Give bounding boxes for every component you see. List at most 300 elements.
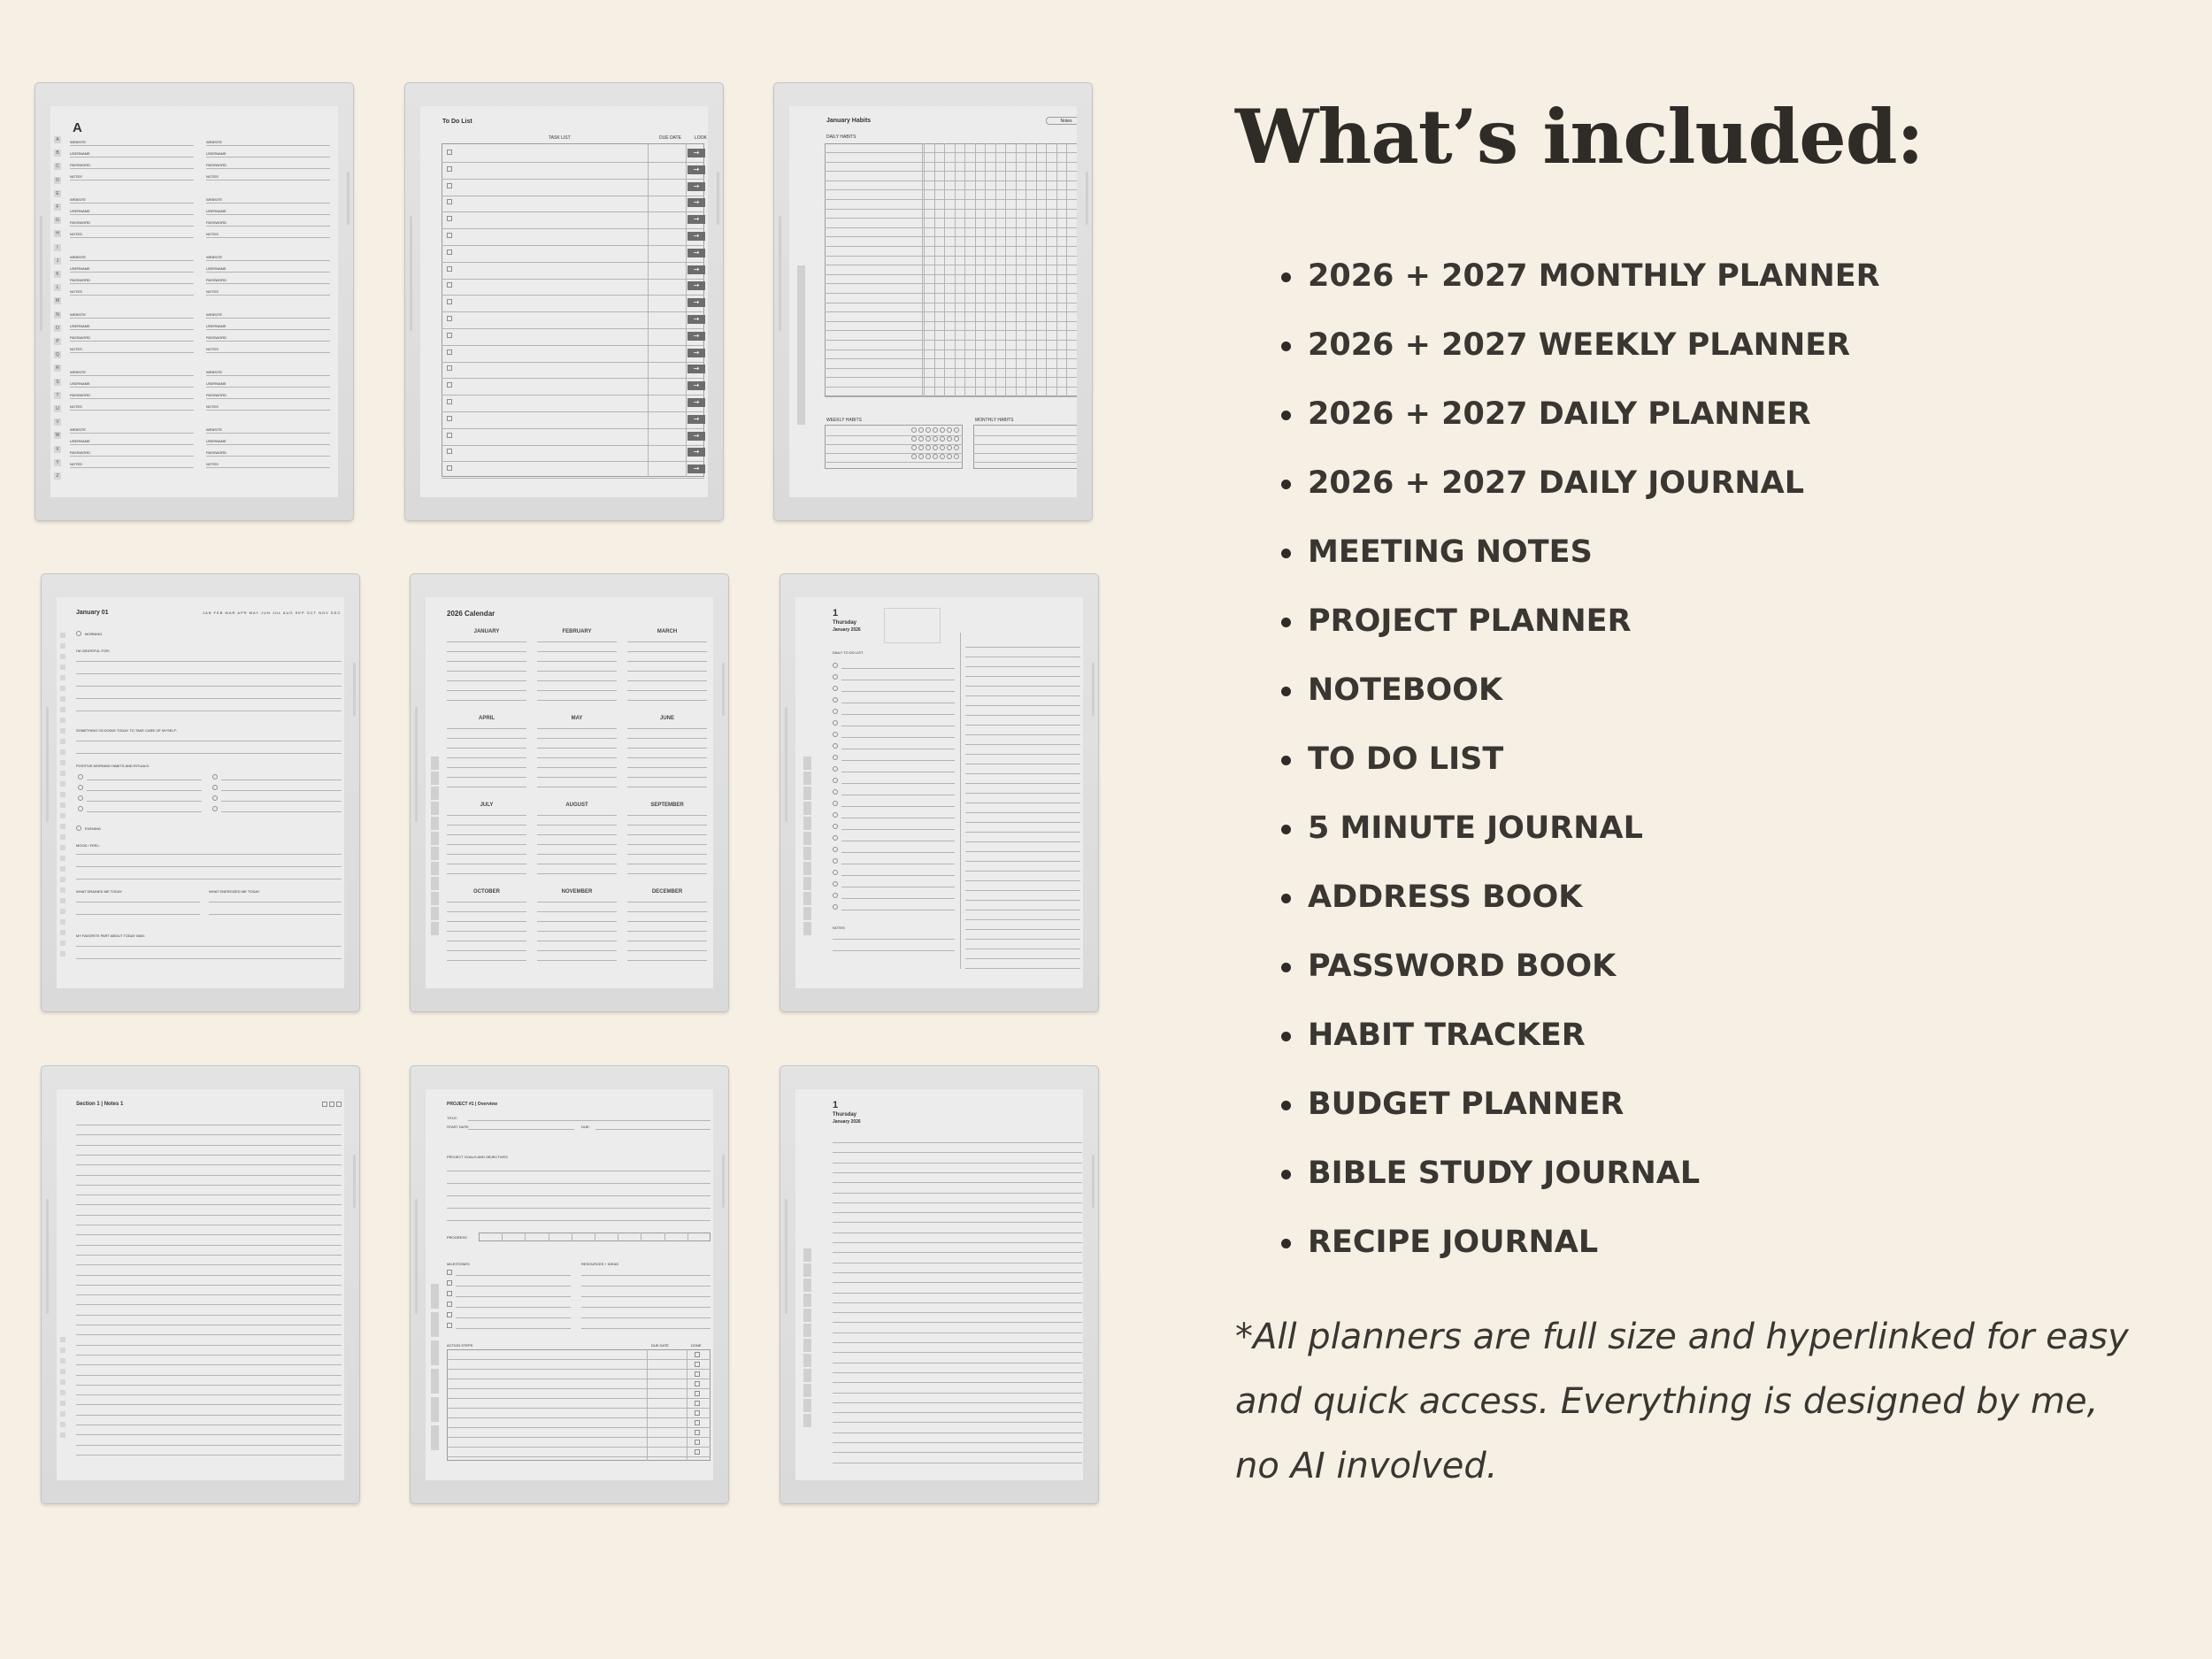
field-label: NOTES [206, 404, 219, 409]
month-tab [797, 279, 805, 292]
checkbox-icon [447, 216, 452, 221]
day-tab [60, 803, 65, 808]
month-tab [431, 907, 439, 920]
rule-line [964, 143, 965, 396]
rule-line [647, 1349, 648, 1461]
rule-line [825, 321, 1077, 322]
rule-line [221, 790, 342, 791]
rule-line [627, 651, 707, 652]
preview-todo-list [404, 82, 724, 521]
rule-line [442, 228, 704, 229]
habit-circle-icon [918, 445, 924, 450]
rule-line [442, 211, 704, 212]
section-tab [431, 1369, 439, 1394]
checkbox-icon [833, 697, 838, 703]
rule-line [447, 748, 526, 749]
rule-line [581, 1275, 710, 1276]
project-title-label: TITLE: [447, 1116, 458, 1120]
rule-line [965, 705, 1080, 706]
bullet-icon [1281, 1170, 1291, 1179]
day-tab [60, 824, 65, 829]
rule-line [627, 834, 707, 835]
rule-line [965, 900, 1080, 901]
rule-line [825, 293, 1077, 294]
rule-line [841, 760, 955, 761]
checkbox-icon [695, 1401, 700, 1406]
rule-line [447, 873, 526, 874]
arrow-right-icon: → [687, 465, 705, 473]
rule-line [70, 387, 194, 388]
day-tab [60, 664, 65, 670]
rule-line [502, 1233, 503, 1241]
rule-line [76, 753, 342, 754]
habit-circle-icon [954, 454, 959, 459]
rule-line [447, 767, 526, 768]
habit-title: January Habits [826, 118, 872, 124]
rule-line [833, 1202, 1082, 1203]
rule-line [70, 352, 194, 353]
day-tab [60, 728, 65, 733]
rule-line [825, 330, 1077, 331]
rule-line [447, 671, 526, 672]
arrow-right-icon: → [687, 182, 705, 191]
rule-line [537, 748, 617, 749]
alpha-tab: J [54, 257, 61, 265]
habit-circle-icon [940, 445, 945, 450]
checkbox-icon [447, 150, 452, 155]
rule-line [627, 873, 707, 874]
arrow-right-icon: → [687, 381, 705, 390]
habit-circle-icon [933, 454, 938, 459]
rule-line [76, 1334, 342, 1335]
checkbox-icon [833, 778, 838, 783]
field-label: WEBSITE [206, 140, 223, 144]
arrow-right-icon: → [687, 265, 705, 274]
rule-line [447, 680, 526, 681]
checkbox-icon [695, 1420, 700, 1425]
rule-line [965, 734, 1080, 735]
field-label: NOTES [206, 174, 219, 179]
rule-line [537, 700, 617, 701]
month-tab [797, 372, 805, 385]
rule-line [833, 1342, 1082, 1343]
rule-line [627, 641, 707, 642]
rule-line [833, 1193, 1082, 1194]
journal-screen [57, 597, 344, 988]
habit-circle-icon [926, 436, 931, 442]
rule-line [825, 152, 1077, 153]
section-tab [60, 1422, 65, 1427]
rule-line [627, 690, 707, 691]
rule-line [825, 256, 1077, 257]
rule-line [447, 1417, 710, 1418]
rule-line [206, 410, 330, 411]
checkbox-icon [695, 1362, 700, 1367]
rule-line [442, 311, 704, 312]
rule-line [1046, 143, 1047, 396]
checkbox-icon [447, 433, 452, 438]
month-name: MAY [571, 716, 583, 721]
month-tab [803, 1263, 811, 1277]
page-title: What’s included: [1235, 93, 1924, 180]
rule-line [965, 929, 1080, 930]
list-item: 2026 + 2027 DAILY PLANNER [1281, 386, 1880, 455]
month-tab [431, 772, 439, 785]
list-item: BUDGET PLANNER [1281, 1076, 1880, 1145]
rule-line [1005, 143, 1006, 396]
rule-line [447, 1220, 710, 1221]
rule-line [627, 911, 707, 912]
rule-line [76, 1264, 342, 1265]
rule-line [825, 387, 1077, 388]
rule-line [833, 950, 955, 951]
checkbox-icon [447, 166, 452, 172]
rule-line [447, 1359, 710, 1360]
rule-line [76, 673, 342, 674]
day-tab [60, 951, 65, 956]
rule-line [537, 777, 617, 778]
section-tab [60, 1411, 65, 1417]
bullet-icon [1281, 342, 1291, 351]
habit-notes-label: Notes [1060, 119, 1072, 124]
notebook-title: Section 1 | Notes 1 [76, 1102, 124, 1107]
rule-line [442, 428, 704, 429]
checkbox-icon [833, 743, 838, 749]
rule-line [206, 214, 330, 215]
rule-line [206, 341, 330, 342]
month-name: APRIL [479, 716, 495, 721]
rule-line [944, 143, 945, 396]
month-tab [431, 847, 439, 860]
month-tab [803, 907, 811, 920]
month-tab [797, 385, 805, 398]
checkbox-icon [695, 1371, 700, 1377]
rule-line [447, 1437, 710, 1438]
rule-line [70, 214, 194, 215]
rule-line [447, 1427, 710, 1428]
rule-line [447, 825, 526, 826]
checkbox-icon [447, 1323, 452, 1328]
rule-line [841, 691, 955, 692]
rule-line [965, 958, 1080, 959]
rule-line [447, 1398, 710, 1399]
month-tab [803, 1309, 811, 1322]
rule-line [965, 666, 1080, 667]
alpha-tab: Y [54, 459, 61, 466]
rule-line [76, 1194, 342, 1195]
alpha-tab: Z [54, 472, 61, 480]
day-tab [60, 781, 65, 787]
rule-line [447, 921, 526, 922]
rule-line [206, 226, 330, 227]
rule-line [447, 700, 526, 701]
field-label: NOTES [70, 232, 82, 236]
rule-line [537, 873, 617, 874]
habit-circle-icon [947, 436, 952, 442]
rule-line [833, 1372, 1082, 1373]
day-tab [60, 686, 65, 691]
rule-line [447, 950, 526, 951]
field-label: USERNAME [206, 381, 227, 386]
rule-line [627, 738, 707, 739]
rule-line [833, 1282, 1082, 1283]
checkbox-icon [447, 465, 452, 471]
field-label: WEBSITE [206, 427, 223, 432]
field-label: WEBSITE [70, 427, 87, 432]
rule-line [76, 1164, 342, 1165]
day-tab [60, 845, 65, 850]
rule-line [206, 272, 330, 273]
bullet-icon [1281, 1239, 1291, 1248]
month-tab [803, 1399, 811, 1412]
rule-line [442, 362, 704, 363]
rule-line [965, 744, 1080, 745]
rule-line [456, 1328, 571, 1329]
list-item: HABIT TRACKER [1281, 1007, 1880, 1076]
rule-line [825, 162, 1077, 163]
rule-line [841, 737, 955, 738]
rule-line [965, 783, 1080, 784]
daily-todo-label: DAILY TO DO LIST [833, 650, 864, 655]
checkbox-icon [447, 399, 452, 404]
habit-circle-icon [918, 427, 924, 433]
rule-line [209, 914, 342, 915]
rule-line [1077, 143, 1078, 396]
rule-line [627, 680, 707, 681]
rule-line [973, 462, 1077, 463]
rule-line [833, 1393, 1082, 1394]
rule-line [70, 329, 194, 330]
alpha-tab: C [54, 163, 61, 170]
checkbox-icon [447, 266, 452, 272]
checkbox-icon [833, 709, 838, 714]
checkbox-icon [447, 1302, 452, 1307]
habit-notes-button[interactable] [1046, 117, 1077, 125]
alpha-tab: D [54, 177, 61, 184]
rule-line [70, 433, 194, 434]
preview-address-book [35, 82, 354, 521]
preview-daily-page [780, 1065, 1099, 1504]
rule-line [76, 1445, 342, 1446]
arrow-right-icon: → [687, 415, 705, 424]
alpha-tab: V [54, 419, 61, 426]
rule-line [447, 728, 526, 729]
todo-col-link: LOOK [695, 135, 707, 141]
field-label: WEBSITE [206, 197, 223, 202]
arrow-right-icon: → [687, 298, 705, 307]
checkbox-icon [695, 1449, 700, 1455]
month-tab [803, 1354, 811, 1367]
rule-line [76, 946, 342, 947]
arrow-right-icon: → [687, 165, 705, 174]
habit-circle-icon [78, 774, 83, 780]
field-label: WEBSITE [70, 197, 87, 202]
alpha-tab: P [54, 338, 61, 345]
rule-line [627, 748, 707, 749]
rule-line [581, 1307, 710, 1308]
preview-habit-tracker [773, 82, 1093, 521]
rule-line [537, 680, 617, 681]
rule-line [985, 143, 986, 396]
day-tab [60, 866, 65, 872]
bullet-icon [1281, 411, 1291, 420]
alpha-tab: X [54, 446, 61, 453]
rule-line [841, 714, 955, 715]
rule-line [206, 467, 330, 468]
footnote: *All planners are full size and hyperlinked for easy and quick access. Everything is designed by me, no AI involved. [1235, 1317, 2129, 1486]
rule-line [825, 171, 1077, 172]
rule-line [581, 1328, 710, 1329]
habit-circle-icon [926, 454, 931, 459]
rule-line [76, 1355, 342, 1356]
habit-circle-icon [947, 445, 952, 450]
journal-title: January 01 [76, 610, 109, 616]
rule-line [468, 1120, 710, 1121]
rule-line [76, 1245, 342, 1246]
rule-line [687, 1233, 688, 1241]
rule-line [447, 1195, 710, 1196]
rule-line [221, 801, 342, 802]
field-label: USERNAME [70, 266, 90, 271]
month-tab [803, 1414, 811, 1427]
rule-line [70, 226, 194, 227]
checkbox-icon [833, 824, 838, 829]
journal-evening: EVENING [85, 826, 102, 831]
bullet-icon [1281, 756, 1291, 765]
preview-daily-journal [41, 573, 360, 1012]
habit-circle-icon [933, 436, 938, 442]
habit-circle-icon [933, 427, 938, 433]
field-label: PASSWORD [206, 393, 227, 397]
rule-line [442, 328, 704, 329]
rule-line [627, 960, 707, 961]
month-tab [803, 787, 811, 800]
rule-line [965, 841, 1080, 842]
alpha-tab: W [55, 433, 60, 439]
list-item: RECIPE JOURNAL [1281, 1214, 1880, 1283]
journal-drained: WHAT DRAINED ME TODAY [76, 889, 123, 894]
rule-line [825, 396, 1077, 397]
section-tab [60, 1401, 65, 1406]
month-tab [803, 922, 811, 935]
alpha-tab: Q [54, 351, 61, 358]
checkbox-icon [447, 349, 452, 355]
rule-line [537, 661, 617, 662]
month-tab [803, 817, 811, 830]
rule-line [825, 283, 1077, 284]
rule-line [221, 811, 342, 812]
preview-year-calendar [410, 573, 729, 1012]
month-name: SEPTEMBER [650, 803, 684, 808]
habit-circle-icon [947, 454, 952, 459]
section-tab [431, 1284, 439, 1309]
month-tab [797, 358, 805, 372]
rule-line [965, 676, 1080, 677]
rule-line [825, 189, 1077, 190]
rule-line [456, 1275, 571, 1276]
rule-line [442, 395, 704, 396]
rule-line [965, 880, 1080, 881]
rule-line [825, 180, 1077, 181]
rule-line [833, 1422, 1082, 1423]
rule-line [627, 671, 707, 672]
rule-line [76, 1215, 342, 1216]
rule-line [825, 377, 1077, 378]
checkbox-icon [833, 674, 838, 680]
bullet-icon [1281, 273, 1291, 282]
project-screen [426, 1089, 713, 1480]
rule-line [537, 931, 617, 932]
rule-line [664, 1233, 665, 1241]
habit-circle-icon [954, 427, 959, 433]
rule-line [833, 1212, 1082, 1213]
notebook-screen [57, 1089, 344, 1480]
rule-line [456, 1307, 571, 1308]
alpha-tab: K [54, 271, 61, 278]
month-tab [797, 265, 805, 279]
arrow-right-icon: → [687, 332, 705, 341]
rule-line [76, 1394, 342, 1395]
month-name: JANUARY [473, 629, 500, 634]
rule-line [841, 668, 955, 669]
rule-line [76, 686, 342, 687]
habit-circle-icon [911, 427, 917, 433]
field-label: PASSWORD [70, 450, 91, 455]
rule-line [442, 345, 704, 346]
rule-line [70, 375, 194, 376]
rule-line [206, 295, 330, 296]
rule-line [825, 340, 1077, 341]
section-tab [60, 1390, 65, 1395]
rule-line [627, 854, 707, 855]
field-label: WEBSITE [206, 255, 223, 259]
checkbox-icon [833, 858, 838, 864]
arrow-right-icon: → [687, 349, 705, 357]
month-name: NOVEMBER [561, 889, 593, 895]
field-label: USERNAME [206, 209, 227, 213]
rule-line [76, 1175, 342, 1176]
field-label: PASSWORD [70, 335, 91, 340]
rule-line [447, 661, 526, 662]
rule-line [76, 710, 342, 711]
rule-line [447, 854, 526, 855]
rule-line [841, 783, 955, 784]
journal-mood: MOOD / FEEL: [76, 843, 100, 848]
alpha-tab: N [54, 311, 61, 319]
mini-calendar [884, 608, 941, 643]
rule-line [87, 790, 202, 791]
checkbox-icon [447, 199, 452, 204]
rule-line [833, 1442, 1082, 1443]
month-tab [797, 319, 805, 332]
month-tab [431, 892, 439, 905]
rule-line [70, 444, 194, 445]
month-tab [797, 411, 805, 425]
rule-line [841, 898, 955, 899]
rule-line [1016, 143, 1017, 396]
rule-line [447, 960, 526, 961]
habit-circle-icon [911, 445, 917, 450]
day-tab [60, 792, 65, 797]
arrow-right-icon: → [687, 398, 705, 407]
month-tab [431, 877, 439, 890]
field-label: NOTES [206, 232, 219, 236]
month-tab [803, 1339, 811, 1352]
habit-circle-icon [911, 436, 917, 442]
rule-line [833, 1352, 1082, 1353]
field-label: USERNAME [206, 266, 227, 271]
rule-line [965, 715, 1080, 716]
